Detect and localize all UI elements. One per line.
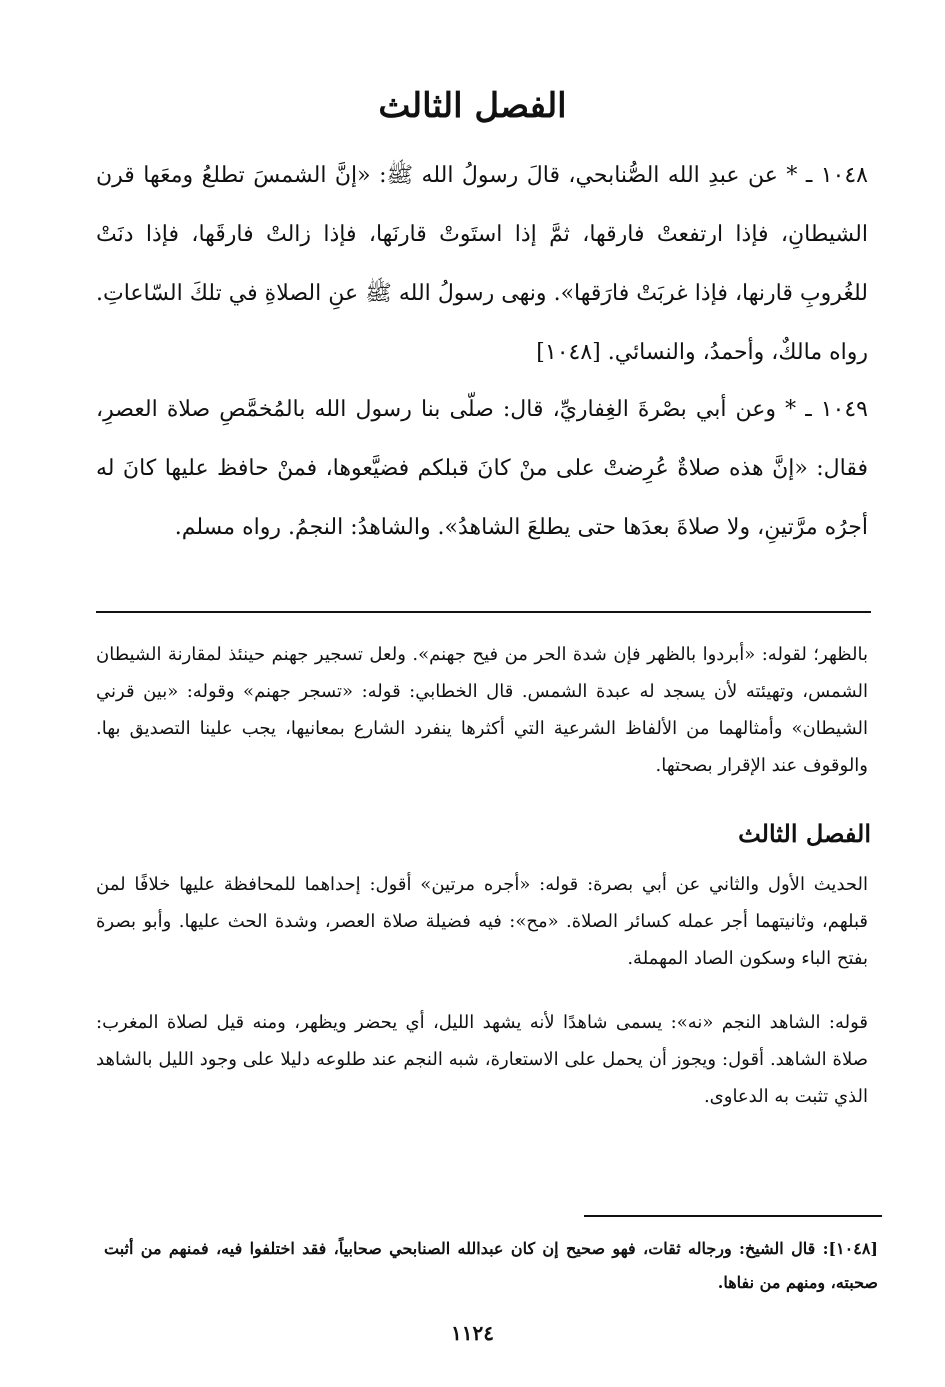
hadith-1049: ١٠٤٩ ـ * وعن أبي بصْرةَ الغِفاريِّ، قال: صلّى بنا رسول الله بالمُخمَّصِ صلاة العصرِ، فقال: «إنَّ هذه صلاةٌ عُرِضتْ على منْ كانَ قبلكم فضيَّعوها، فمنْ حافظ عليها كانَ له أجرُه مرَّتينِ، ولا صلاةَ بعدَها حتى يطلعَ الشاهدُ». والشاهدُ: النجمُ. رواه مسلم. xyxy=(96,397,868,540)
hadith-1048: ١٠٤٨ ـ * عن عبدِ الله الصُّنابحي، قالَ رسولُ الله ﷺ: «إنَّ الشمسَ تطلعُ ومعَها قرن الشيطانِ، فإذا ارتفعتْ فارقها، ثمَّ إذا استَوتْ قارنَها، فإذا زالتْ فارقَها، فإذا دنَتْ للغُروبِ قارنها، فإذا غربَتْ فارَقها». ونهى رسولُ الله ﷺ عنِ الصلاةِ في تلكَ السّاعاتِ. رواه مالكٌ، وأحمدُ، والنسائي. [١٠٤٨] xyxy=(96,163,868,365)
commentary-intro: بالظهر؛ لقوله: «أبردوا بالظهر فإن شدة الحر من فيح جهنم». ولعل تسجير جهنم حينئذ لمقارنة الشيطان الشمس، وتهيئته لأن يسجد له عبدة الشمس. قال الخطابي: قوله: «تسجر جهنم» وقوله: «بين قرني الشيطان» وأمثالهما من الألفاظ الشرعية التي أكثرها ينفرد الشارع بمعانيها، يجب علينا التصديق بها. والوقوف عند الإقرار بصحتها. xyxy=(96,644,868,776)
commentary-paragraph-1: الحديث الأول والثاني عن أبي بصرة: قوله: «أجره مرتين» أقول: إحداهما للمحافظة عليها خلافًا لمن قبلهم، وثانيتهما أجر عمله كسائر الصلاة. «مح»: فيه فضيلة صلاة العصر، وشدة الحث عليها. وأبو بصرة بفتح الباء وسكون الصاد المهملة. xyxy=(96,874,868,969)
footnote-divider xyxy=(584,1215,882,1217)
footnote: [١٠٤٨]: قال الشيخ: ورجاله ثقات، فهو صحيح إن كان عبدالله الصنابحي صحابياً، فقد اختلفوا فيه، فمنهم من أثبت صحبته، ومنهم من نفاها. xyxy=(104,1239,878,1292)
commentary-section-heading: الفصل الثالث xyxy=(738,819,871,848)
commentary-paragraph-2: قوله: الشاهد النجم «نه»: يسمى شاهدًا لأنه يشهد الليل، أي يحضر ويظهر، ومنه قيل لصلاة المغرب: صلاة الشاهد. أقول: ويجوز أن يحمل على الاستعارة، شبه النجم عند طلوعه دليلا على وجود الليل بالشاهد الذي تثبت به الدعاوى. xyxy=(96,1012,868,1107)
page-number: ١١٢٤ xyxy=(451,1321,494,1345)
chapter-heading: الفصل الثالث xyxy=(378,86,567,126)
commentary-divider xyxy=(96,611,871,613)
